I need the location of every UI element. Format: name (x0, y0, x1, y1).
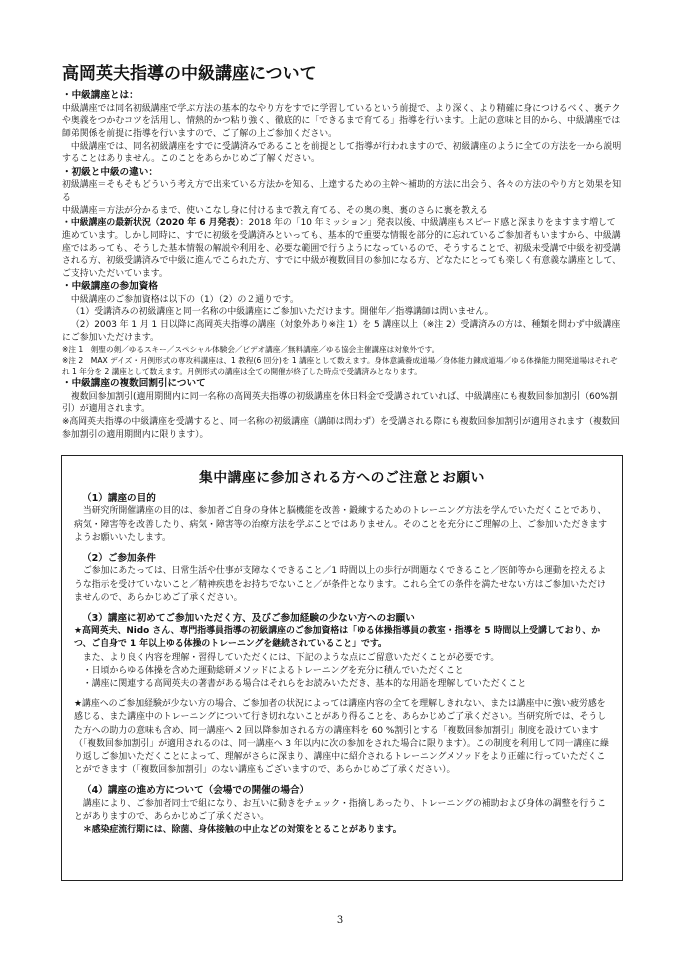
paragraph: ★講座へのご参加経験が少ない方の場合、ご参加者の状況によっては講座内容の全てを理解しきれない、または講座中に強い疲労感を感じる、また講座中のトレーニングについて行き切れないことがあり得ることを、あらかじめご了承ください。当研究所では、そうした方への助力の意味も含め、同一講座へ 2 回以降参加される方の講座料を 60 %割引とする「複数回参加割引」制度を設けています（「複数回参加割引」が適用されるのは、同一講座へ 3 年以内に次の参加をされた場合に限ります）。この制度を利用して同一講座に繰り返しご参加いただくことによって、理解がさらに深まり、講座中に紹介されるトレーニングメソッドをより正確に行っていただくことができます（「複数回参加割引」のない講座もございますので、あらかじめご了承ください）。 (74, 699, 609, 776)
section-paragraph (62, 217, 622, 280)
section-heading: ・中級講座とは： (62, 90, 139, 102)
section-heading: ・中級講座の参加資格 (62, 281, 158, 293)
paragraph: 中級講座のご参加資格は以下の（1）（2）の２通りです。 (70, 294, 299, 305)
paragraph: 複数回参加割引(適用期間内に同一名称の高岡英夫指導の初級講座を休日料金で受講されていれば、中級講座にも複数回参加割引（60%割引）が適用されます。 (62, 391, 618, 415)
section-heading: ・中級講座の複数回割引について (62, 378, 206, 390)
section-heading: ・中級講座の最新状況（2020 年 6 月発表） (62, 218, 240, 229)
paragraph: 講座により、ご参加者同士で組になり、お互いに動きをチェック・指摘しあったり、トレーニングの補助および身体の調整を行うことがありますので、あらかじめご了承ください。 (74, 798, 606, 822)
paragraph: また、より良く内容を理解・習得していただくには、下記のような点にご留意いただくことが必要です。 (82, 652, 500, 663)
paragraph: 中級講座＝方法が分かるまで、使いこなし身に付けるまで教え育てる、その奥の奥、裏のさらに裏を教える (62, 205, 488, 216)
paragraph: 中級講座では、同名初級講座をすでに受講済みであることを前提として指導が行われますので、初級講座のように全ての方法を一から説明することはありません。このことをあらかじめご了解ください。 (62, 141, 622, 165)
emphasis-paragraph: ★高岡英夫、Nido さん、専門指導員指導の初級講座のご参加資格は「ゆる体操指導員の教室・指導を 5 時間以上受講しており、かつ、ご自身で 1 年以上ゆる体操のトレーニングを継続されていること」です。 (74, 626, 601, 650)
notice-heading: （2）ご参加条件 (82, 552, 156, 564)
notice-heading: （4）講座の進め方について（会場での開催の場合） (82, 785, 310, 797)
notice-box (61, 455, 623, 881)
page-number: 3 (336, 915, 344, 926)
paragraph: （2）2003 年 1 月 1 日以降に高岡英夫指導の講座（対象外あり※注 1）を 5 講座以上（※注 2）受講済みの方は、種類を問わず中級講座にご参加いただけます。 (62, 320, 621, 343)
section-text: ：2018 年の「10 年ミッション」発表以後、中級講座もスピード感と深まりをますます増して進めています。しかし同時に、すでに初級を受講済みといっても、基本的で重要な情報を部分的に忘れているご参加者もいますから、中級講座ではあっても、そうした基本情報の解説や利用を、必要な範囲で行うようになっているので、そうすることで、初級未受講で中級を初受講される方、初級受講済みで中級に進んでこられた方、すでに中級が複数回目の参加になる方、どなたにとっても楽しく有意義な講座として、ご支持いただいています。 (62, 218, 622, 279)
paragraph: （1）受講済みの初級講座と同一名称の中級講座にご参加いただけます。開催年／指導講師は問いません。 (70, 307, 494, 318)
paragraph: 当研究所開催講座の目的は、参加者ご自身の身体と脳機能を改善・鍛練するためのトレーニング方法を学んでいただくことであり、病気・障害等を改善したり、病気・障害等の治療方法を学ぶことではありません。そのことを充分にご理解の上、ご参加いただきますようお願いいたします。 (74, 506, 608, 543)
notice-heading: （1）講座の目的 (82, 493, 156, 504)
notice-box-content (74, 492, 610, 837)
spacer (74, 691, 610, 698)
spacer (74, 605, 610, 612)
paragraph: ・講座に関連する高岡英夫の著書がある場合はそれらをお読みいただき、基本的な用語を理解していただくこと (82, 678, 527, 689)
course-info-sections (62, 89, 622, 441)
paragraph: 中級講座では同名初級講座で学ぶ方法の基本的なやり方をすでに学習しているという前提で、より深く、より精確に身につけるべく、裏テクや奥義をつかむコツを活用し、情熱的かつ粘り強く、徹底的に「できるまで育てる」指導を行います。上記の意味と目的から、中級講座では師弟関係を前提に指導を行いますので、ご了解の上ご参加ください。 (62, 103, 621, 139)
paragraph: ・日頃からゆる体操を含めた運動総研メソッドによるトレーニングを充分に積んでいただくこと (82, 665, 464, 676)
notice-heading: （3）講座に初めてご参加いただく方、及びご参加経験の少ない方へのお願い (82, 612, 415, 624)
footnote: ※注 2 MAX デイズ・月例形式の専攻科講座は、1 教程(6 回分)を 1 講座として数えます。身体意識養成道場／身体能力錬成道場／ゆる体操能力開発道場はそれぞれ 1 年分を 2 講座として数えます。月例形式の講座は全ての開催が終了した時点で受講済みとなります。 (62, 356, 618, 377)
paragraph: ※高岡英夫指導の中級講座を受講すると、同一名称の初級講座（講師は問わず）を受講される際にも複数回参加割引が適用されます（複数回参加割引の適用期間内に限ります）。 (62, 417, 620, 440)
page-title: 高岡英夫指導の中級講座について (62, 64, 317, 84)
document-body (62, 64, 622, 441)
emphasis-paragraph: ＊感染症流行期には、除菌、身体接触の中止などの対策をとることがあります。 (82, 824, 402, 835)
spacer (74, 545, 610, 552)
paragraph: ご参加にあたっては、日常生活や仕事が支障なくできること／1 時間以上の歩行が問題なくできること／医師等から運動を控えるような指示を受けていないこと／精神疾患をお持ちでないこと／が条件となります。これら全ての条件を満たせない方はご参加いただけませんので、あらかじめご了承ください。 (74, 566, 607, 603)
paragraph: 初級講座＝そもそもどういう考え方で出来ている方法かを知る、上達するための主幹～補助的方法に出会う、各々の方法のやり方と効果を知る (62, 180, 622, 203)
section-heading: ・初級と中級の違い： (62, 166, 158, 178)
spacer (74, 777, 610, 784)
notice-box-title: 集中講座に参加される方へのご注意とお願い (199, 470, 485, 486)
footnote: ※注 1 剣聖の剣／ゆるスキー／スペシャル体験会／ビデオ講座／無料講座／ゆる協会主催講座は対象外です。 (62, 345, 440, 355)
